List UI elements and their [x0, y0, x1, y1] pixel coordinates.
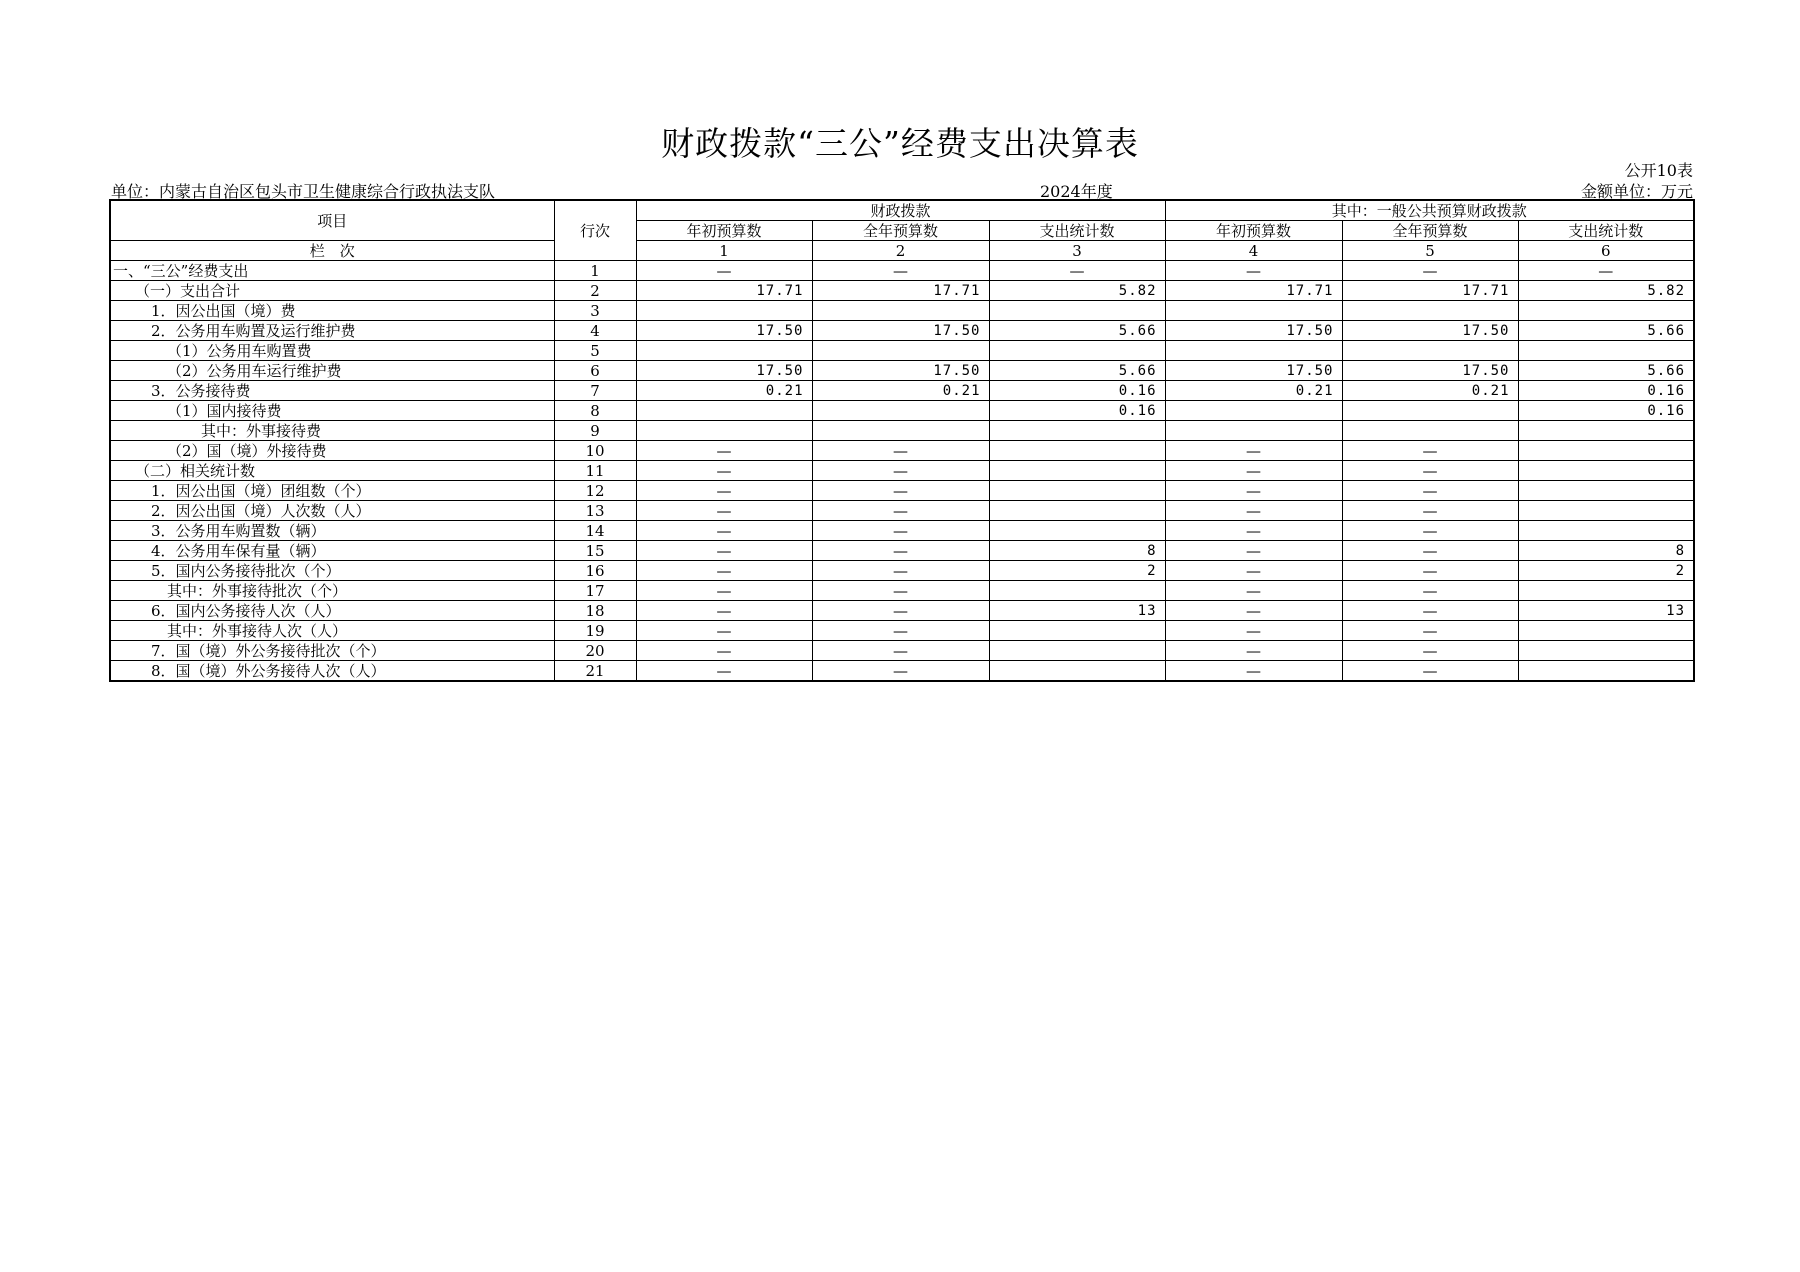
cell-value — [1518, 621, 1694, 641]
row-number: 8 — [554, 401, 636, 421]
header-row-no: 行次 — [554, 200, 636, 261]
table-row — [110, 541, 1694, 561]
row-item-label: 2．公务用车购置及运行维护费 — [110, 321, 554, 341]
cell-value: 17.50 — [1342, 361, 1518, 381]
row-item-label: 3．公务用车购置数（辆） — [110, 521, 554, 541]
header-col-4: 年初预算数 — [1165, 221, 1342, 241]
cell-value: — — [1342, 481, 1518, 501]
cell-value: — — [812, 601, 989, 621]
table-row — [110, 621, 1694, 641]
cell-value: — — [1342, 581, 1518, 601]
cell-value: 0.16 — [1518, 401, 1694, 421]
cell-value: — — [989, 261, 1165, 281]
table-row — [110, 341, 1694, 361]
cell-value — [989, 521, 1165, 541]
row-item-label: 7．国（境）外公务接待批次（个） — [110, 641, 554, 661]
cell-value: — — [636, 521, 812, 541]
table-row — [110, 521, 1694, 541]
cell-value: — — [636, 501, 812, 521]
cell-value: 0.21 — [636, 381, 812, 401]
row-item-label: 其中：外事接待人次（人） — [110, 621, 554, 641]
cell-value: 17.50 — [636, 321, 812, 341]
cell-value: 13 — [989, 601, 1165, 621]
row-item-label: 5．国内公务接待批次（个） — [110, 561, 554, 581]
cell-value — [1342, 301, 1518, 321]
unit-label: 单位：内蒙古自治区包头市卫生健康综合行政执法支队 — [111, 182, 496, 201]
cell-value: — — [1165, 501, 1342, 521]
cell-value: — — [636, 601, 812, 621]
col-num-1: 1 — [636, 241, 812, 261]
cell-value: 0.16 — [989, 381, 1165, 401]
cell-value: — — [1165, 521, 1342, 541]
row-number: 2 — [554, 281, 636, 301]
row-item-label: （1）公务用车购置费 — [110, 341, 554, 361]
cell-value — [989, 421, 1165, 441]
col-num-4: 4 — [1165, 241, 1342, 261]
row-number: 9 — [554, 421, 636, 441]
form-number: 公开10表 — [1624, 161, 1693, 180]
cell-value — [989, 621, 1165, 641]
cell-value — [812, 421, 989, 441]
row-number: 1 — [554, 261, 636, 281]
row-item-label: （二）相关统计数 — [110, 461, 554, 481]
row-number: 12 — [554, 481, 636, 501]
cell-value: — — [1342, 461, 1518, 481]
cell-value: 0.21 — [1342, 381, 1518, 401]
col-num-5: 5 — [1342, 241, 1518, 261]
cell-value: — — [1165, 441, 1342, 461]
cell-value: — — [812, 661, 989, 682]
cell-value: 5.66 — [1518, 361, 1694, 381]
table-row — [110, 421, 1694, 441]
cell-value: — — [1165, 581, 1342, 601]
cell-value: 17.50 — [636, 361, 812, 381]
row-item-label: 4．公务用车保有量（辆） — [110, 541, 554, 561]
cell-value: 17.71 — [636, 281, 812, 301]
cell-value: 8 — [989, 541, 1165, 561]
row-item-label: 6．国内公务接待人次（人） — [110, 601, 554, 621]
cell-value — [1518, 341, 1694, 361]
cell-value: — — [636, 621, 812, 641]
table-row — [110, 321, 1694, 341]
page-title: 财政拨款“三公”经费支出决算表 — [661, 124, 1139, 163]
cell-value — [1165, 301, 1342, 321]
row-number: 6 — [554, 361, 636, 381]
cell-value — [989, 641, 1165, 661]
row-item-label: （一）支出合计 — [110, 281, 554, 301]
cell-value: 17.50 — [812, 321, 989, 341]
header-col-6: 支出统计数 — [1518, 221, 1694, 241]
cell-value: 2 — [1518, 561, 1694, 581]
cell-value: — — [636, 461, 812, 481]
cell-value: — — [812, 461, 989, 481]
cell-value: — — [1342, 521, 1518, 541]
cell-value: — — [1165, 601, 1342, 621]
cell-value: 17.50 — [1342, 321, 1518, 341]
row-item-label: 3．公务接待费 — [110, 381, 554, 401]
header-col-3: 支出统计数 — [989, 221, 1165, 241]
cell-value: — — [636, 481, 812, 501]
cell-value: — — [1165, 461, 1342, 481]
cell-value: 2 — [989, 561, 1165, 581]
row-number: 7 — [554, 381, 636, 401]
row-number: 18 — [554, 601, 636, 621]
table-row — [110, 581, 1694, 601]
row-item-label: 1．因公出国（境）费 — [110, 301, 554, 321]
cell-value — [989, 461, 1165, 481]
row-number: 4 — [554, 321, 636, 341]
cell-value — [812, 341, 989, 361]
table-row — [110, 381, 1694, 401]
cell-value — [1518, 441, 1694, 461]
cell-value — [989, 441, 1165, 461]
row-number: 5 — [554, 341, 636, 361]
cell-value: — — [1342, 501, 1518, 521]
cell-value: — — [1342, 561, 1518, 581]
cell-value: — — [1165, 481, 1342, 501]
cell-value: — — [812, 521, 989, 541]
row-number: 10 — [554, 441, 636, 461]
header-group-general-budget: 其中：一般公共预算财政拨款 — [1165, 200, 1694, 221]
row-number: 16 — [554, 561, 636, 581]
cell-value: — — [636, 541, 812, 561]
row-number: 3 — [554, 301, 636, 321]
row-number: 21 — [554, 661, 636, 682]
header-lanci: 栏 次 — [110, 241, 554, 261]
table-row — [110, 461, 1694, 481]
table-row — [110, 481, 1694, 501]
cell-value — [1342, 421, 1518, 441]
row-item-label: 其中：外事接待批次（个） — [110, 581, 554, 601]
cell-value: 17.50 — [1165, 361, 1342, 381]
cell-value — [1518, 481, 1694, 501]
cell-value — [1518, 421, 1694, 441]
cell-value — [1518, 641, 1694, 661]
cell-value — [1518, 301, 1694, 321]
cell-value — [636, 401, 812, 421]
cell-value — [1518, 521, 1694, 541]
cell-value: — — [1165, 621, 1342, 641]
header-col-1: 年初预算数 — [636, 221, 812, 241]
table-body — [110, 261, 1694, 682]
cell-value: — — [1165, 261, 1342, 281]
cell-value: — — [636, 661, 812, 682]
cell-value: — — [1165, 661, 1342, 682]
row-item-label: （1）国内接待费 — [110, 401, 554, 421]
row-item-label: （2）国（境）外接待费 — [110, 441, 554, 461]
cell-value: 5.66 — [989, 321, 1165, 341]
cell-value: — — [812, 501, 989, 521]
cell-value: 0.21 — [812, 381, 989, 401]
cell-value: 5.66 — [989, 361, 1165, 381]
cell-value: — — [812, 561, 989, 581]
cell-value — [1518, 501, 1694, 521]
cell-value: 5.82 — [989, 281, 1165, 301]
cell-value: — — [1165, 561, 1342, 581]
col-num-6: 6 — [1518, 241, 1694, 261]
col-num-3: 3 — [989, 241, 1165, 261]
cell-value — [989, 501, 1165, 521]
cell-value: — — [636, 261, 812, 281]
cell-value: 5.82 — [1518, 281, 1694, 301]
cell-value — [1518, 581, 1694, 601]
cell-value: — — [1342, 641, 1518, 661]
cell-value: 13 — [1518, 601, 1694, 621]
row-item-label: 其中：外事接待费 — [110, 421, 554, 441]
cell-value: — — [1342, 601, 1518, 621]
row-number: 17 — [554, 581, 636, 601]
cell-value — [989, 661, 1165, 682]
header-col-5: 全年预算数 — [1342, 221, 1518, 241]
cell-value — [636, 341, 812, 361]
cell-value: 8 — [1518, 541, 1694, 561]
cell-value: — — [812, 581, 989, 601]
cell-value: — — [812, 541, 989, 561]
cell-value: — — [1342, 661, 1518, 682]
table-row — [110, 281, 1694, 301]
cell-value: — — [1342, 261, 1518, 281]
table-row — [110, 601, 1694, 621]
cell-value: — — [1165, 641, 1342, 661]
cell-value — [1518, 461, 1694, 481]
cell-value — [989, 341, 1165, 361]
cell-value: — — [812, 261, 989, 281]
table-row — [110, 561, 1694, 581]
cell-value — [989, 481, 1165, 501]
cell-value — [812, 301, 989, 321]
cell-value: 0.16 — [1518, 381, 1694, 401]
cell-value: 17.71 — [1342, 281, 1518, 301]
row-item-label: 2．因公出国（境）人次数（人） — [110, 501, 554, 521]
header-col-2: 全年预算数 — [812, 221, 989, 241]
cell-value: — — [812, 621, 989, 641]
cell-value: — — [636, 581, 812, 601]
cell-value — [1342, 341, 1518, 361]
table-row — [110, 261, 1694, 281]
cell-value: — — [1165, 541, 1342, 561]
cell-value: 17.50 — [812, 361, 989, 381]
row-number: 19 — [554, 621, 636, 641]
row-number: 15 — [554, 541, 636, 561]
row-number: 14 — [554, 521, 636, 541]
cell-value — [1518, 661, 1694, 682]
cell-value — [1165, 421, 1342, 441]
row-number: 20 — [554, 641, 636, 661]
cell-value — [1342, 401, 1518, 421]
cell-value: — — [636, 641, 812, 661]
row-item-label: 8．国（境）外公务接待人次（人） — [110, 661, 554, 682]
table-row — [110, 661, 1694, 682]
cell-value: 17.71 — [812, 281, 989, 301]
cell-value: — — [1342, 541, 1518, 561]
cell-value — [636, 421, 812, 441]
cell-value: 0.16 — [989, 401, 1165, 421]
row-number: 13 — [554, 501, 636, 521]
cell-value — [636, 301, 812, 321]
cell-value: — — [636, 561, 812, 581]
cell-value: — — [812, 441, 989, 461]
table-row — [110, 361, 1694, 381]
table-row — [110, 401, 1694, 421]
cell-value: 17.50 — [1165, 321, 1342, 341]
table-row — [110, 441, 1694, 461]
cell-value — [989, 581, 1165, 601]
cell-value: — — [812, 481, 989, 501]
cell-value: — — [1342, 621, 1518, 641]
table-row — [110, 641, 1694, 661]
row-item-label: 1．因公出国（境）团组数（个） — [110, 481, 554, 501]
cell-value: — — [1342, 441, 1518, 461]
row-item-label: 一、“三公”经费支出 — [110, 261, 554, 281]
cell-value: — — [636, 441, 812, 461]
row-number: 11 — [554, 461, 636, 481]
expense-table — [109, 199, 1695, 682]
cell-value — [989, 301, 1165, 321]
cell-value: 0.21 — [1165, 381, 1342, 401]
cell-value: — — [1518, 261, 1694, 281]
header-item: 项目 — [110, 200, 554, 241]
cell-value: 17.71 — [1165, 281, 1342, 301]
table-row — [110, 301, 1694, 321]
cell-value: — — [812, 641, 989, 661]
col-num-2: 2 — [812, 241, 989, 261]
table-row — [110, 501, 1694, 521]
cell-value — [812, 401, 989, 421]
year-label: 2024年度 — [1040, 182, 1113, 201]
cell-value — [1165, 401, 1342, 421]
row-item-label: （2）公务用车运行维护费 — [110, 361, 554, 381]
cell-value — [1165, 341, 1342, 361]
money-unit-label: 金额单位：万元 — [1580, 182, 1693, 201]
cell-value: 5.66 — [1518, 321, 1694, 341]
header-group-fiscal: 财政拨款 — [636, 200, 1165, 221]
